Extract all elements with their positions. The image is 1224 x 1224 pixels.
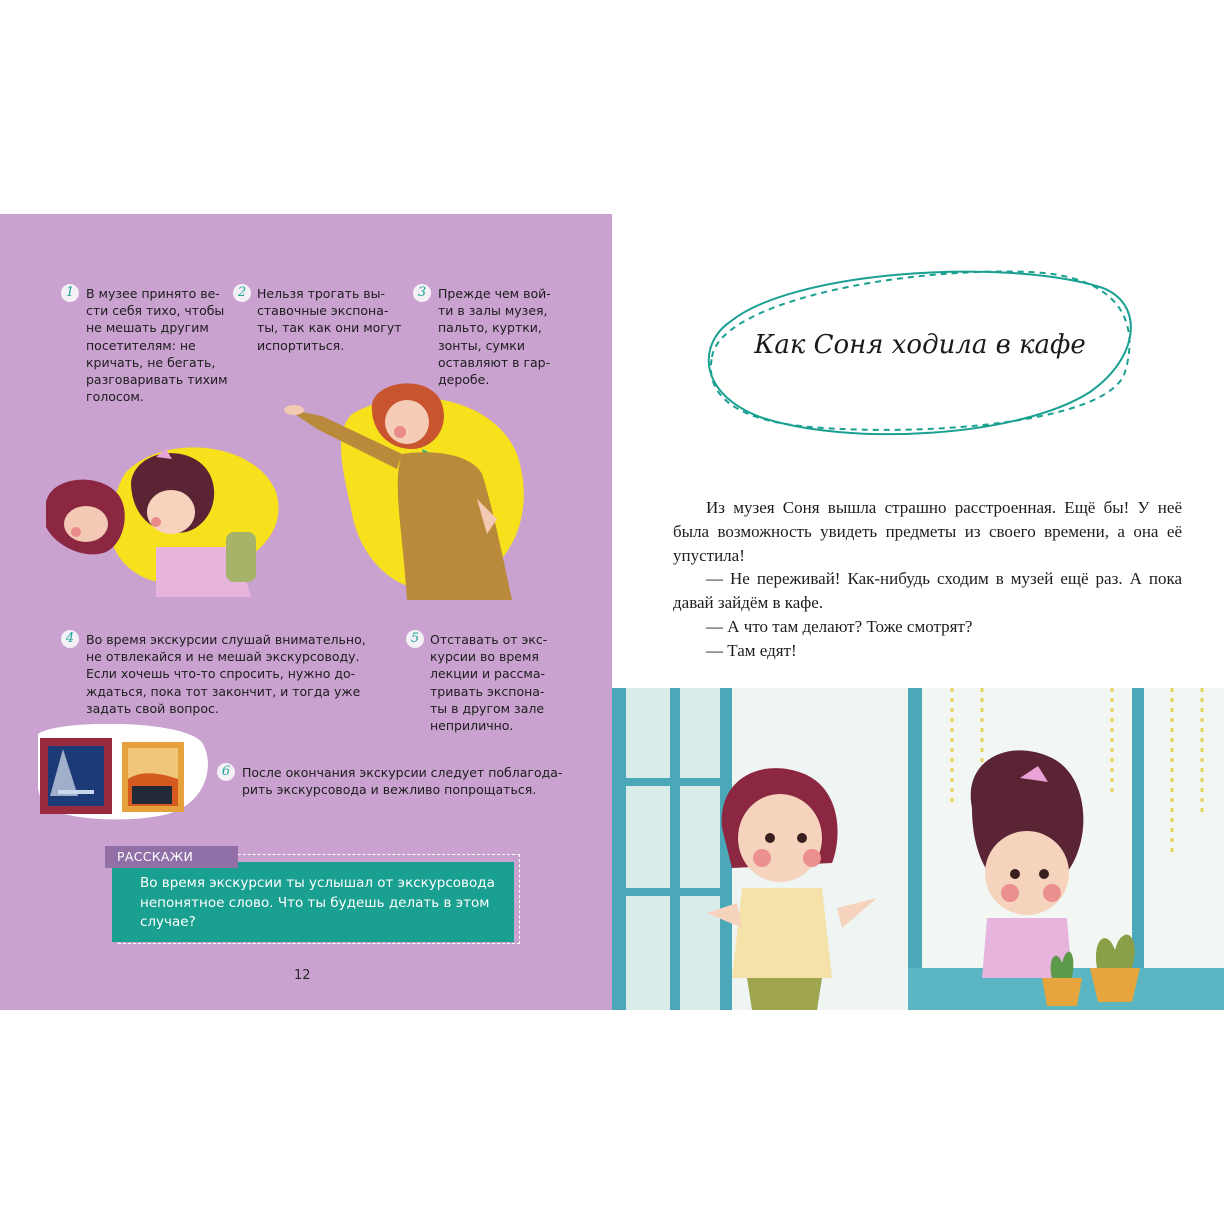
rule-5-text: Отставать от экс- курсии во время лекции и рассма- тривать экспона- ты в другом зале неприлично. xyxy=(430,632,548,734)
story-paragraph-3: — А что там делают? Тоже смотрят? xyxy=(706,616,973,636)
story-paragraph-1: Из музея Соня вышла страшно расстроенная. Ещё бы! У неё была возможность увидеть предметы из своего времени, а она её упустила! xyxy=(673,498,1182,565)
rule-6-text: После окончания экскурсии следует поблагода- рить экскурсовода и вежливо попрощаться. xyxy=(242,765,563,798)
story-text xyxy=(673,496,1182,663)
rule-number-3: 3 xyxy=(413,284,431,302)
rule-2-text: Нельзя трогать вы- ставочные экспона- ты, так как они могут испортиться. xyxy=(257,286,402,353)
talk-tag: РАССКАЖИ xyxy=(105,846,238,868)
rule-1-text: В музее принято ве- сти себя тихо, чтобы не мешать другим посетителям: не кричать, не бегать, разговаривать тихим голосом. xyxy=(86,286,228,405)
rule-number-2: 2 xyxy=(233,284,251,302)
rule-number-1: 1 xyxy=(61,284,79,302)
rule-4-text: Во время экскурсии слушай внимательно, не отвлекайся и не мешай экскурсоводу. Если хочешь что-то спросить, нужно до- ждаться, пока тот закончит, и тогда уже задать свой вопрос. xyxy=(86,632,366,716)
story-paragraph-2: — Не переживай! Как-нибудь сходим в музей ещё раз. А пока давай зайдём в кафе. xyxy=(673,569,1182,613)
story-title: Как Соня ходила в кафе xyxy=(754,330,1086,360)
rule-3-text: Прежде чем вой- ти в залы музея, пальто, куртки, зонты, сумки оставляют в гар- деробе. xyxy=(438,286,551,388)
talk-question: Во время экскурсии ты услышал от экскурсовода непонятное слово. Что ты будешь делать в этом случае? xyxy=(112,862,514,942)
page-number: 12 xyxy=(294,968,311,983)
rule-number-4: 4 xyxy=(61,630,79,648)
rule-number-6: 6 xyxy=(217,763,235,781)
rule-number-5: 5 xyxy=(406,630,424,648)
paintings-illustration xyxy=(38,724,210,820)
story-paragraph-4: — Там едят! xyxy=(706,640,797,660)
girls-whispering-illustration xyxy=(36,432,286,602)
girls-at-window-illustration xyxy=(612,688,1224,1010)
museum-guide-illustration xyxy=(282,374,542,600)
